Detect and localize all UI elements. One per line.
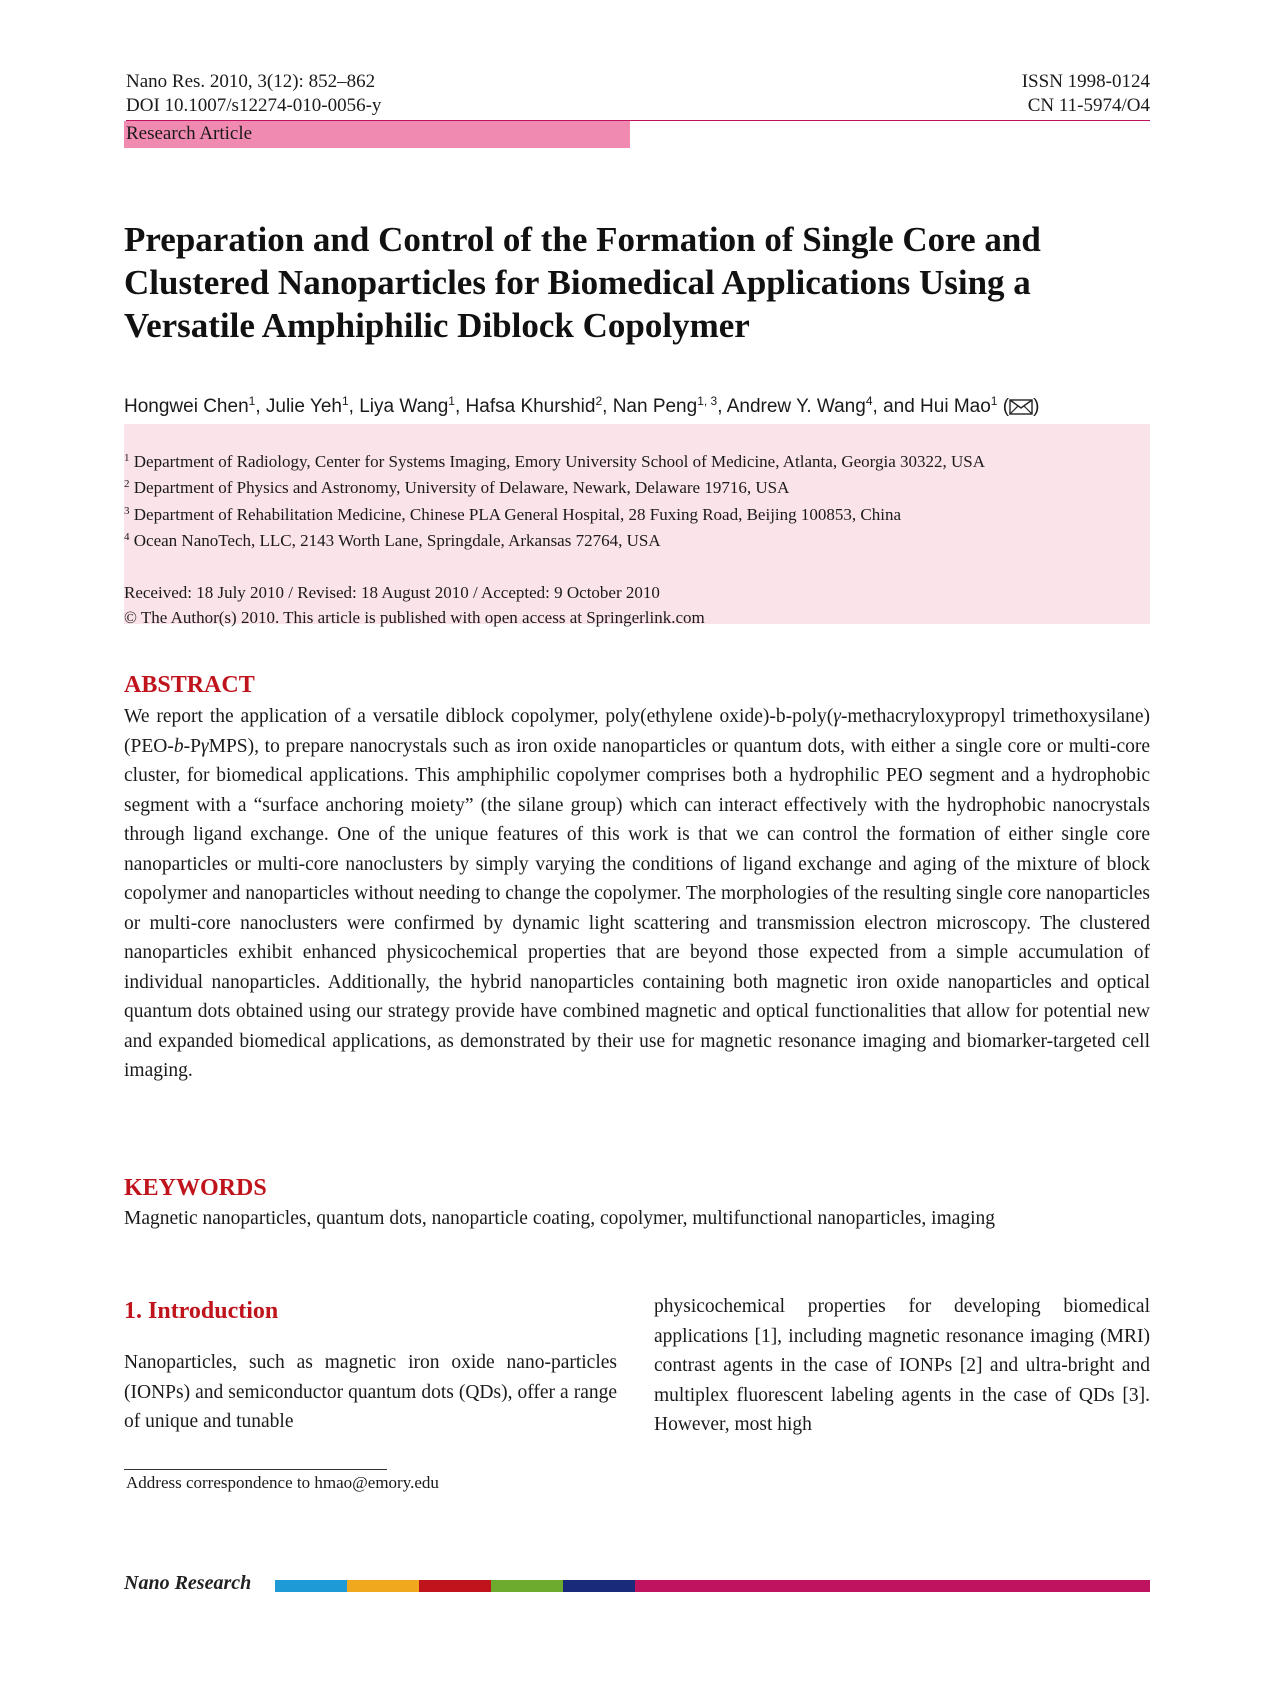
footer-bar-segment	[419, 1580, 491, 1592]
footer-journal-name: Nano Research	[124, 1572, 252, 1594]
doi[interactable]: DOI 10.1007/s12274-010-0056-y	[126, 95, 382, 116]
author-name: Hongwei Chen	[124, 396, 249, 417]
paper-title: Preparation and Control of the Formation of Single Core and Clustered Nanoparticles for Biomedical Applications Using a Versatile Amphiphilic Diblock Copolymer	[124, 220, 1041, 345]
footer-bar-segment	[491, 1580, 563, 1592]
cn-number: CN 11-5974/O4	[1027, 95, 1150, 116]
author-affiliation-mark: 4	[865, 394, 873, 408]
footer-bar-segment	[635, 1580, 1150, 1592]
affiliation-number: 2	[124, 478, 130, 490]
article-dates	[124, 580, 705, 630]
affiliation-text: Department of Radiology, Center for Systems Imaging, Emory University School of Medicine, Atlanta, Georgia 30322, USA	[133, 452, 986, 471]
author-name: Andrew Y. Wang	[726, 396, 866, 417]
correspondence-footnote: Address correspondence to hmao@emory.edu	[126, 1473, 439, 1492]
intro-right-column: physicochemical properties for developing biomedical applications [1], including magnetic resonance imaging (MRI) contrast agents in the case of IONPs [2] and ultra-bright and multiplex fluorescent labeling agents in the case of QDs [3]. However, most high	[654, 1296, 1150, 1435]
affiliation-item	[124, 451, 985, 473]
author-name: Liya Wang	[359, 396, 449, 417]
abstract-text: -P	[183, 735, 201, 757]
affiliation-number: 1	[124, 452, 130, 464]
author-list: Hongwei Chen$^1$, Julie Yeh$^1$, Liya Wang$^1$, Hafsa Khurshid$^2$, Nan Peng$^{1, 3}$, Andrew Y. Wang$^4$, and Hui Mao$^1$ ( )	[124, 394, 1040, 417]
keywords-heading: KEYWORDS	[124, 1175, 267, 1201]
affiliation-number: 4	[124, 531, 130, 543]
author-affiliation-mark: 1	[448, 394, 455, 408]
author-affiliation-mark: 2	[595, 394, 603, 408]
abstract-text: -methacryloxypropyl trimethoxysilane) (PEO-	[124, 706, 1150, 757]
affiliation-item	[124, 504, 901, 526]
copyright-notice: © The Author(s) 2010. This article is published with open access at Springerlink.com	[124, 608, 705, 627]
abstract-gamma: γ	[833, 706, 841, 727]
abstract-body	[124, 702, 1150, 1086]
author-name: Hafsa Khurshid	[465, 396, 596, 417]
abstract-heading: ABSTRACT	[124, 672, 255, 698]
abstract-text: We report the application of a versatile diblock copolymer, poly(ethylene oxide)-b-poly(	[124, 706, 834, 727]
footer-bar-segment	[563, 1580, 635, 1592]
envelope-icon[interactable]	[1009, 399, 1033, 415]
footer-bar-segment	[275, 1580, 347, 1592]
journal-header-right	[1022, 70, 1150, 118]
footer-bar-segment	[347, 1580, 419, 1592]
keywords-list: Magnetic nanoparticles, quantum dots, nanoparticle coating, copolymer, multifunctional nanoparticles, imaging	[124, 1208, 996, 1229]
author-affiliation-mark: 1	[341, 394, 349, 408]
abstract-text: MPS), to prepare nanocrystals such as iron oxide nanoparticles or quantum dots, with either a single core or multi-core cluster, for biomedical applications. This amphiphilic copolymer comprises both a hydrophilic PEO segment and a hydrophobic segment with a “surface anchoring moiety” (the silane group) which can interact effectively with the hydrophobic nanocrystals through ligand exchange. One of the unique features of this work is that we can control the formation of either single core nanoparticles or multi-core nanoclusters by simply varying the conditions of ligand exchange and aging of the mixture of block copolymer and nanoparticles without needing to change the copolymer. The morphologies of the resulting single core nanoparticles or multi-core nanoclusters were confirmed by dynamic light scattering and transmission electron microscopy. The clustered nanoparticles exhibit enhanced physicochemical properties that are beyond those expected from a simple accumulation of individual nanoparticles. Additionally, the hybrid nanoparticles containing both magnetic iron oxide nanoparticles and optical quantum dots obtained using our strategy provide have combined magnetic and optical functionalities that allow for potential new and expanded biomedical applications, as demonstrated by their use for magnetic resonance imaging and biomarker-targeted cell imaging.	[124, 735, 1150, 1081]
abstract-b: b	[173, 735, 184, 757]
introduction-heading: 1. Introduction	[124, 1298, 279, 1324]
affiliation-text: Department of Rehabilitation Medicine, Chinese PLA General Hospital, 28 Fuxing Road, Beijing 100853, China	[133, 505, 901, 524]
footnote-rule	[124, 1469, 387, 1470]
author-affiliation-mark: 1, 3	[697, 394, 718, 408]
affiliation-number: 3	[124, 505, 130, 517]
affiliation-text: Department of Physics and Astronomy, University of Delaware, Newark, Delaware 19716, USA	[133, 478, 790, 497]
author-affiliation-mark: 1	[248, 394, 256, 408]
author-name: Julie Yeh	[265, 396, 342, 417]
author-name: Nan Peng	[612, 396, 698, 417]
affiliation-item	[124, 477, 789, 499]
author-conjunction: and	[883, 396, 915, 417]
journal-citation: Nano Res. 2010, 3(12): 852–862	[126, 71, 376, 92]
article-type-tag: Research Article	[124, 121, 630, 148]
affiliation-text: Ocean NanoTech, LLC, 2143 Worth Lane, Springdale, Arkansas 72764, USA	[133, 531, 661, 550]
journal-header-left	[126, 70, 381, 118]
intro-left-column: Nanoparticles, such as magnetic iron oxide nano-particles (IONPs) and semiconductor quantum dots (QDs), offer a range of unique and tunable	[124, 1352, 617, 1432]
author-affiliation-mark: 1	[990, 394, 998, 408]
abstract-gamma: γ	[200, 735, 209, 757]
footer-color-bar	[275, 1580, 1150, 1592]
affiliation-item	[124, 530, 661, 552]
issn: ISSN 1998-0124	[1021, 71, 1150, 92]
received-revised-accepted: Received: 18 July 2010 / Revised: 18 August 2010 / Accepted: 9 October 2010	[124, 583, 660, 602]
author-name: Hui Mao	[920, 396, 991, 417]
